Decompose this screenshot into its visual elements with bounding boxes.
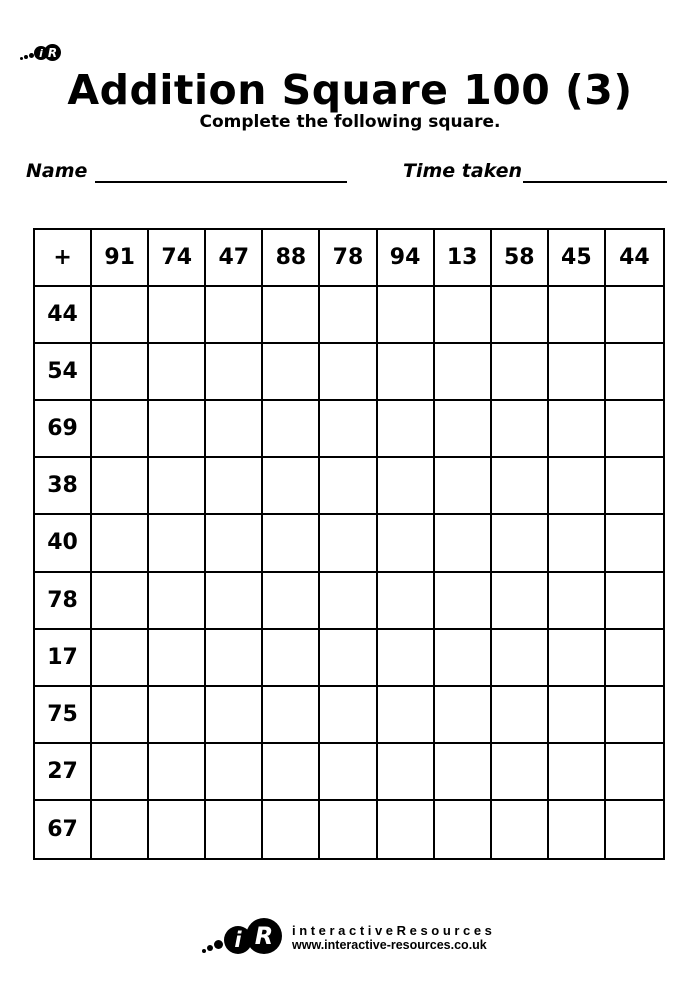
answer-cell[interactable] [549, 687, 606, 744]
answer-cell[interactable] [606, 401, 663, 458]
answer-cell[interactable] [606, 630, 663, 687]
time-taken-label: Time taken [403, 160, 523, 182]
answer-cell[interactable] [378, 515, 435, 572]
answer-cell[interactable] [378, 744, 435, 801]
column-header: 78 [320, 230, 377, 287]
logo-dot [207, 945, 213, 951]
answer-cell[interactable] [263, 287, 320, 344]
answer-cell[interactable] [435, 687, 492, 744]
answer-cell[interactable] [320, 687, 377, 744]
answer-cell[interactable] [492, 515, 549, 572]
logo-i: i [34, 46, 48, 60]
answer-cell[interactable] [149, 630, 206, 687]
answer-cell[interactable] [263, 401, 320, 458]
answer-cell[interactable] [549, 344, 606, 401]
column-header: 94 [378, 230, 435, 287]
answer-cell[interactable] [92, 687, 149, 744]
answer-cell[interactable] [149, 401, 206, 458]
page-subtitle: Complete the following square. [199, 112, 501, 132]
column-header: 44 [606, 230, 663, 287]
logo-i: i [224, 926, 252, 954]
answer-cell[interactable] [263, 458, 320, 515]
answer-cell[interactable] [549, 744, 606, 801]
answer-cell[interactable] [263, 573, 320, 630]
column-header: 45 [549, 230, 606, 287]
answer-cell[interactable] [378, 401, 435, 458]
answer-cell[interactable] [149, 687, 206, 744]
ir-logo-icon [200, 916, 292, 962]
answer-cell[interactable] [206, 344, 263, 401]
answer-cell[interactable] [492, 573, 549, 630]
row-header: 69 [35, 401, 92, 458]
answer-cell[interactable] [435, 573, 492, 630]
answer-cell[interactable] [549, 573, 606, 630]
answer-cell[interactable] [492, 801, 549, 858]
answer-cell[interactable] [492, 630, 549, 687]
answer-cell[interactable] [492, 401, 549, 458]
answer-cell[interactable] [206, 515, 263, 572]
answer-cell[interactable] [92, 287, 149, 344]
name-field[interactable] [95, 181, 347, 183]
answer-cell[interactable] [378, 344, 435, 401]
brand-url-link[interactable]: www.interactive-resources.co.uk [292, 938, 487, 952]
answer-cell[interactable] [149, 573, 206, 630]
answer-cell[interactable] [320, 515, 377, 572]
answer-cell[interactable] [149, 515, 206, 572]
logo-dot [20, 57, 23, 60]
answer-cell[interactable] [606, 573, 663, 630]
answer-cell[interactable] [378, 630, 435, 687]
page-title: Addition Square 100 (3) [67, 66, 633, 114]
answer-cell[interactable] [92, 801, 149, 858]
answer-cell[interactable] [206, 630, 263, 687]
answer-cell[interactable] [206, 458, 263, 515]
answer-cell[interactable] [549, 515, 606, 572]
answer-cell[interactable] [263, 515, 320, 572]
answer-cell[interactable] [435, 630, 492, 687]
row-header: 67 [35, 801, 92, 858]
answer-cell[interactable] [206, 287, 263, 344]
answer-cell[interactable] [92, 573, 149, 630]
answer-cell[interactable] [378, 287, 435, 344]
answer-cell[interactable] [492, 744, 549, 801]
logo-r: R [246, 918, 282, 954]
ir-logo-icon [20, 44, 64, 64]
row-header: 17 [35, 630, 92, 687]
answer-cell[interactable] [149, 744, 206, 801]
answer-cell[interactable] [263, 801, 320, 858]
column-header: 58 [492, 230, 549, 287]
row-header: 40 [35, 515, 92, 572]
answer-cell[interactable] [92, 344, 149, 401]
answer-cell[interactable] [492, 344, 549, 401]
row-header: 44 [35, 287, 92, 344]
logo-dot [202, 949, 206, 953]
answer-cell[interactable] [149, 344, 206, 401]
answer-cell[interactable] [320, 801, 377, 858]
time-taken-field[interactable] [523, 181, 667, 183]
answer-cell[interactable] [606, 515, 663, 572]
answer-cell[interactable] [435, 801, 492, 858]
answer-cell[interactable] [92, 515, 149, 572]
answer-cell[interactable] [263, 630, 320, 687]
answer-cell[interactable] [320, 287, 377, 344]
row-header: 75 [35, 687, 92, 744]
logo-dot [214, 940, 223, 949]
answer-cell[interactable] [320, 344, 377, 401]
answer-cell[interactable] [92, 630, 149, 687]
answer-cell[interactable] [492, 458, 549, 515]
answer-cell[interactable] [320, 744, 377, 801]
answer-cell[interactable] [492, 287, 549, 344]
answer-cell[interactable] [206, 573, 263, 630]
answer-cell[interactable] [92, 401, 149, 458]
answer-cell[interactable] [149, 287, 206, 344]
answer-cell[interactable] [606, 801, 663, 858]
row-header: 78 [35, 573, 92, 630]
row-header: 27 [35, 744, 92, 801]
brand-name: interactiveResources [292, 923, 496, 938]
answer-cell[interactable] [320, 401, 377, 458]
answer-cell[interactable] [263, 344, 320, 401]
answer-cell[interactable] [435, 287, 492, 344]
answer-cell[interactable] [378, 801, 435, 858]
answer-cell[interactable] [206, 401, 263, 458]
logo-r: R [44, 44, 61, 61]
answer-cell[interactable] [320, 630, 377, 687]
answer-cell[interactable] [435, 458, 492, 515]
answer-cell[interactable] [149, 801, 206, 858]
answer-cell[interactable] [92, 744, 149, 801]
column-header: 74 [149, 230, 206, 287]
answer-cell[interactable] [549, 287, 606, 344]
answer-cell[interactable] [606, 287, 663, 344]
row-header: 54 [35, 344, 92, 401]
answer-cell[interactable] [549, 401, 606, 458]
answer-cell[interactable] [149, 458, 206, 515]
answer-cell[interactable] [206, 801, 263, 858]
answer-cell[interactable] [606, 458, 663, 515]
answer-cell[interactable] [378, 687, 435, 744]
answer-cell[interactable] [435, 344, 492, 401]
answer-cell[interactable] [263, 687, 320, 744]
corner-plus-cell: + [35, 230, 92, 287]
logo-dot [24, 55, 28, 59]
answer-cell[interactable] [206, 744, 263, 801]
answer-cell[interactable] [606, 744, 663, 801]
column-header: 88 [263, 230, 320, 287]
answer-cell[interactable] [263, 744, 320, 801]
answer-cell[interactable] [492, 687, 549, 744]
addition-square-grid [33, 228, 665, 860]
answer-cell[interactable] [320, 573, 377, 630]
answer-cell[interactable] [606, 687, 663, 744]
name-label: Name [26, 160, 88, 182]
answer-cell[interactable] [435, 744, 492, 801]
answer-cell[interactable] [320, 458, 377, 515]
answer-cell[interactable] [549, 630, 606, 687]
row-header: 38 [35, 458, 92, 515]
answer-cell[interactable] [435, 515, 492, 572]
column-header: 91 [92, 230, 149, 287]
answer-cell[interactable] [92, 458, 149, 515]
answer-cell[interactable] [606, 344, 663, 401]
answer-cell[interactable] [206, 687, 263, 744]
column-header: 47 [206, 230, 263, 287]
column-header: 13 [435, 230, 492, 287]
answer-cell[interactable] [435, 401, 492, 458]
answer-cell[interactable] [378, 458, 435, 515]
answer-cell[interactable] [378, 573, 435, 630]
answer-cell[interactable] [549, 801, 606, 858]
answer-cell[interactable] [549, 458, 606, 515]
